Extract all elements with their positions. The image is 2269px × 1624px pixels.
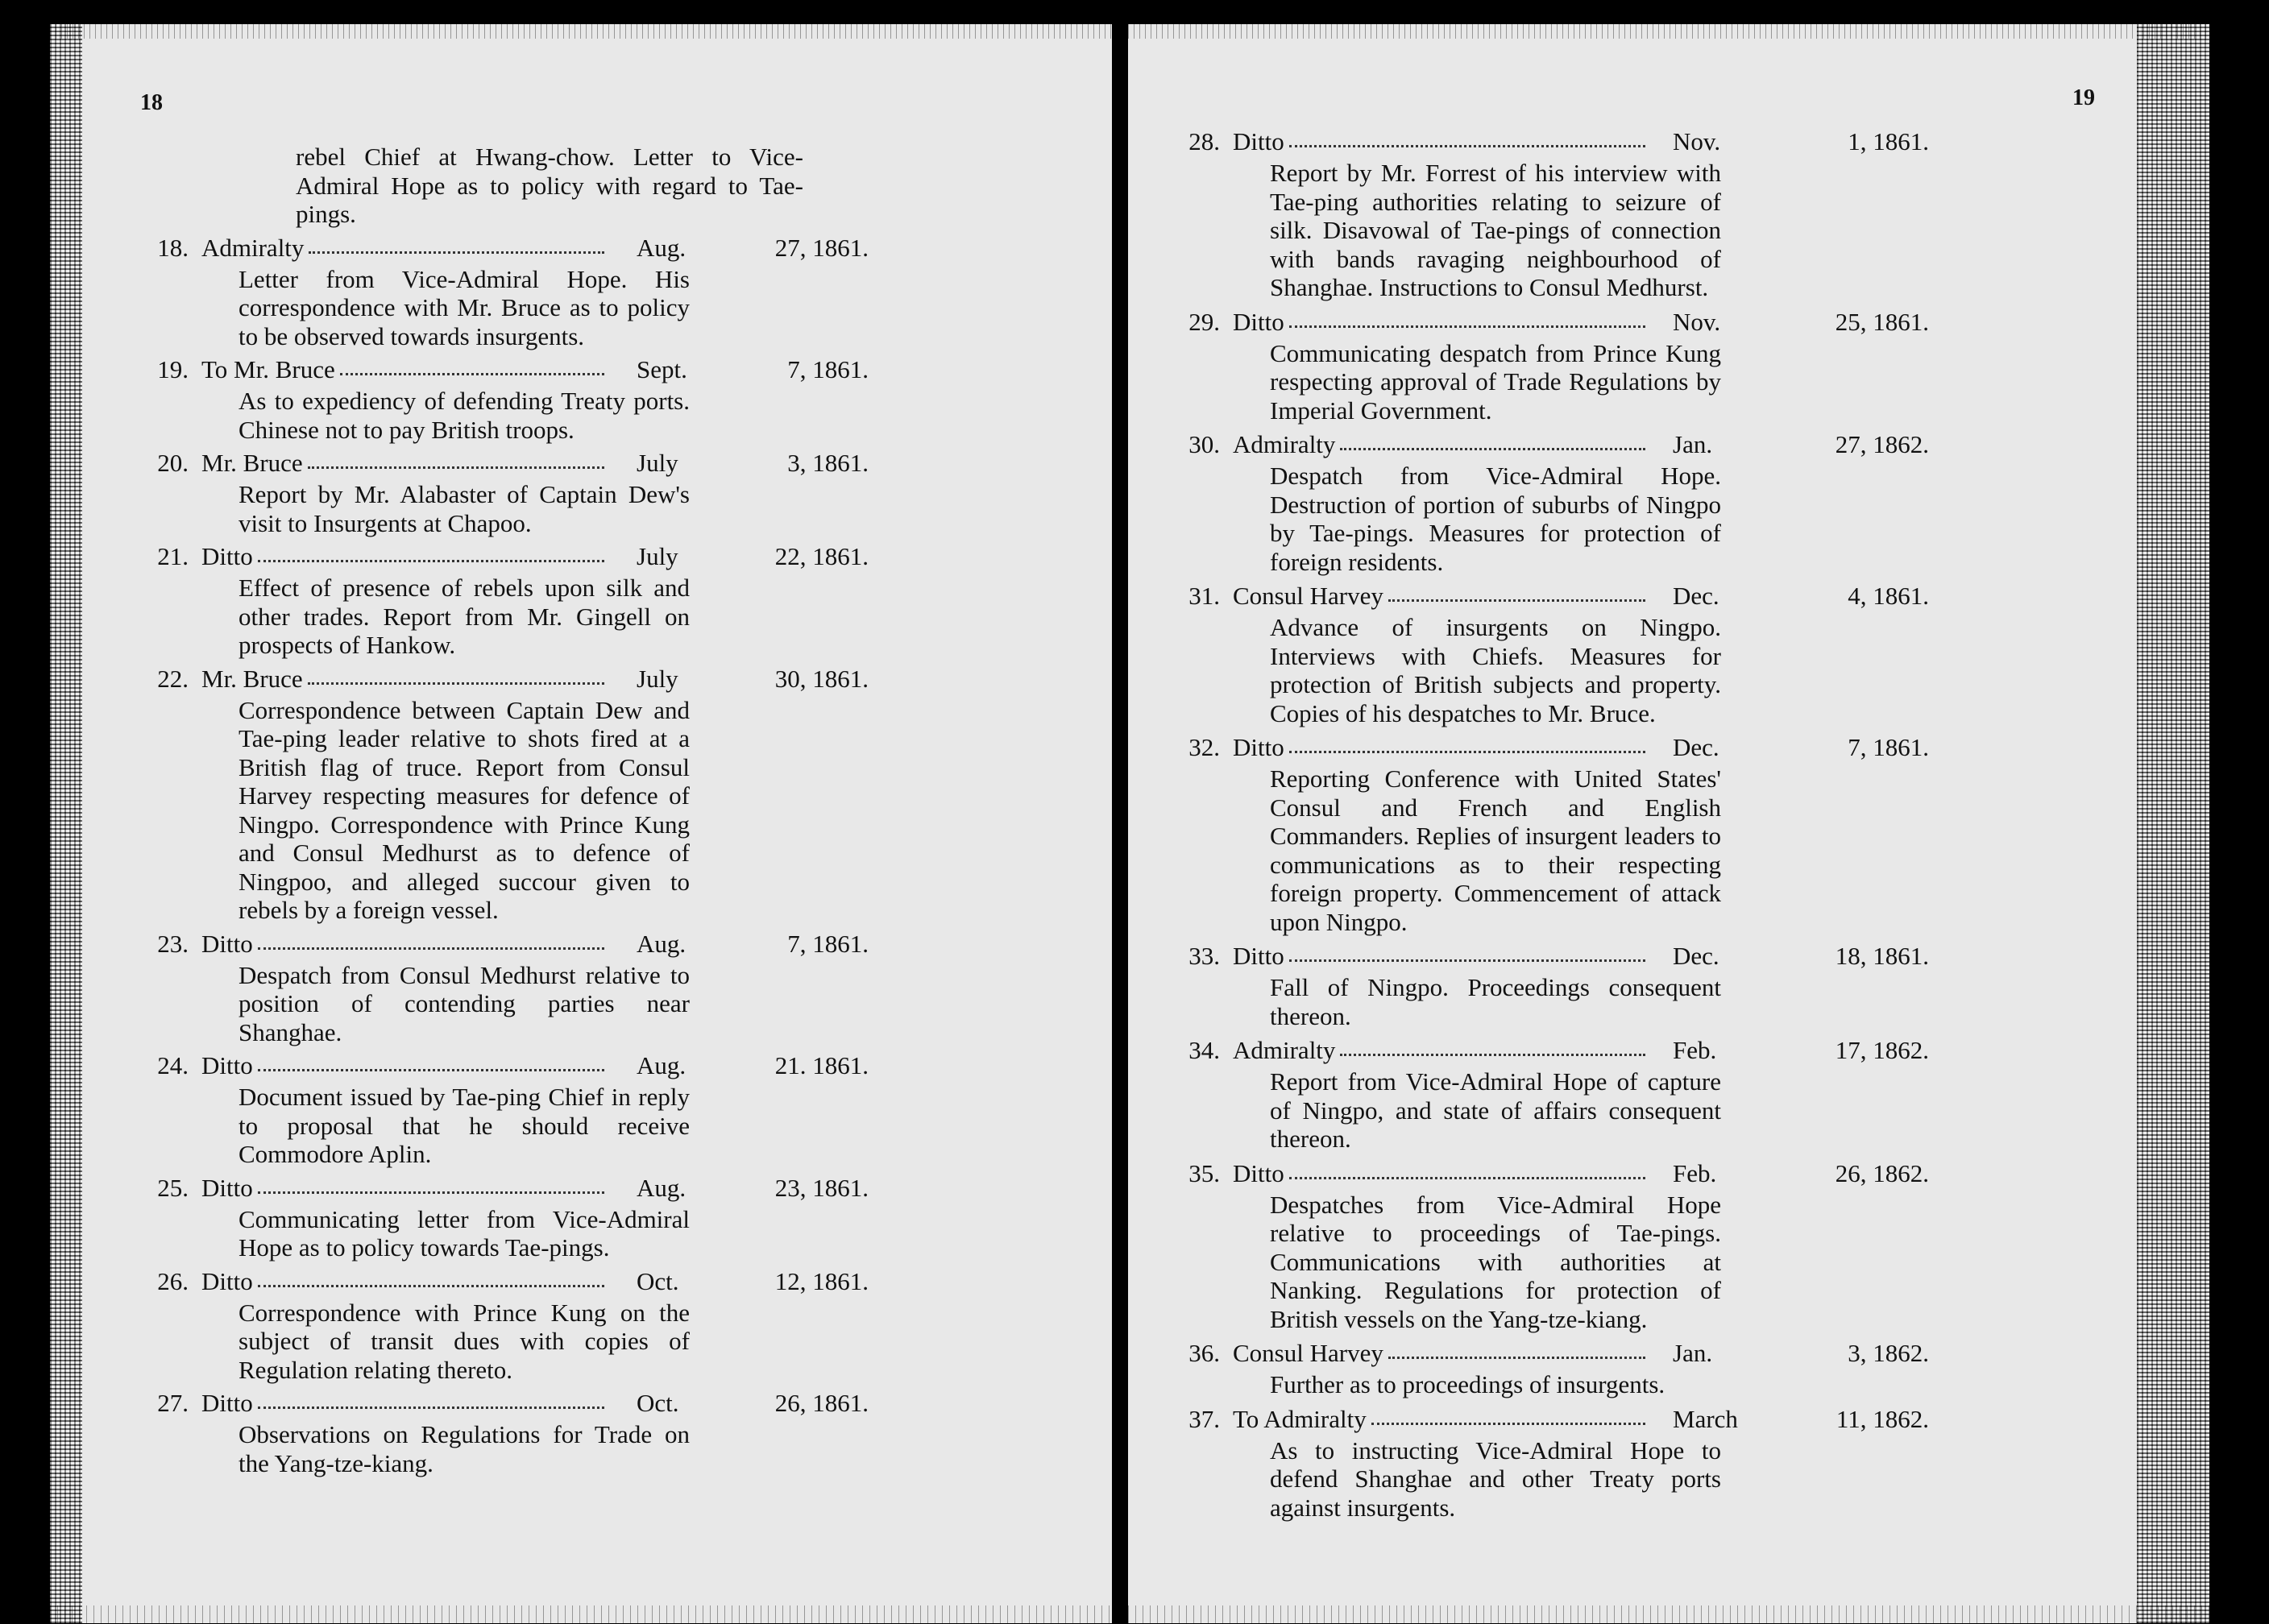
- entry-date: 21. 1861.: [774, 1051, 869, 1079]
- entry-number: 26.: [157, 1266, 189, 1295]
- left-entry-list: [143, 142, 1086, 1482]
- entry-date: 18, 1861.: [1835, 942, 1929, 970]
- entry-correspondent: [201, 1174, 604, 1203]
- entry-correspondent: [201, 665, 604, 694]
- entry-date: 7, 1861.: [1848, 733, 1929, 761]
- entry-date: 17, 1862.: [1835, 1036, 1929, 1064]
- dot-leader: [258, 1267, 604, 1287]
- dot-leader: [258, 1174, 604, 1194]
- entry-date: 30, 1861.: [774, 664, 869, 693]
- entry-correspondent: [201, 542, 604, 571]
- entry-date: 1, 1861.: [1848, 127, 1929, 155]
- entry-correspondent: [201, 449, 604, 478]
- dot-leader: [1340, 430, 1645, 450]
- entry-number: 29.: [1188, 307, 1220, 336]
- entry: [143, 542, 1086, 660]
- entry-number: 22.: [157, 664, 189, 693]
- dot-leader: [1371, 1405, 1645, 1425]
- dot-leader: [258, 542, 604, 562]
- dot-leader: [1340, 1036, 1645, 1056]
- correspondent-name: To Admiralty: [1233, 1404, 1367, 1433]
- entry-month: Jan.: [1673, 430, 1713, 458]
- entry-correspondent: [1233, 127, 1645, 156]
- entry-number: 24.: [157, 1051, 189, 1079]
- entry-month: Nov.: [1673, 307, 1721, 336]
- entry-number: 36.: [1188, 1339, 1220, 1367]
- entry-month: Jan.: [1673, 1339, 1713, 1367]
- entry-number: 23.: [157, 929, 189, 958]
- entry-header: [143, 1389, 1086, 1419]
- entry-header: [143, 930, 1086, 960]
- entry-date: 11, 1862.: [1836, 1404, 1929, 1433]
- entry-description: Correspondence with Prince Kung on the subject of transit dues with copies of Regulation relating thereto.: [239, 1298, 690, 1384]
- correspondent-name: Ditto: [201, 1173, 253, 1202]
- scan-edge-bottom: [50, 1605, 1112, 1623]
- dot-leader: [308, 665, 604, 685]
- entry: [143, 1389, 1086, 1477]
- entry-description: Letter from Vice-Admiral Hope. His correspondence with Mr. Bruce as to policy to be observed towards insurgents.: [239, 264, 690, 350]
- scan-edge: [2137, 24, 2209, 1623]
- correspondent-name: Mr. Bruce: [201, 664, 303, 693]
- entry-number: 32.: [1188, 733, 1220, 761]
- entry: [1175, 127, 2126, 302]
- dot-leader: [309, 234, 604, 254]
- entry-description: Despatches from Vice-Admiral Hope relative to proceedings of Tae-pings. Communications with authorities at Nanking. Regulations for protection of British vessels on the Yang-tze-kiang.: [1270, 1190, 1721, 1333]
- entry-description: Communicating letter from Vice-Admiral Hope as to policy towards Tae-pings.: [239, 1204, 690, 1262]
- entry-correspondent: [1233, 1036, 1645, 1065]
- entry-header: [1175, 582, 2126, 612]
- correspondent-name: Mr. Bruce: [201, 449, 303, 477]
- entry-header: [143, 665, 1086, 695]
- entry-description: Report from Vice-Admiral Hope of capture of Ningpo, and state of affairs consequent thereon.: [1270, 1067, 1721, 1153]
- entry-correspondent: [201, 234, 604, 263]
- entry-header: [143, 449, 1086, 479]
- entry-correspondent: [201, 1051, 604, 1080]
- correspondent-name: Ditto: [1233, 307, 1284, 336]
- entry: [1175, 1036, 2126, 1154]
- entry: [1175, 1339, 2126, 1399]
- entry-header: [143, 355, 1086, 386]
- continued-entry: [143, 143, 1086, 229]
- entry-description: Report by Mr. Forrest of his interview with Tae-ping authorities relating to seizure of silk. Disavowal of Tae-pings of connection with bands ravaging neighbourhood of Shanghae. Instructions to Consul Medhurst.: [1270, 159, 1721, 301]
- entry: [143, 234, 1086, 351]
- entry: [143, 355, 1086, 444]
- entry-month: Dec.: [1673, 733, 1719, 761]
- entry-header: [1175, 1339, 2126, 1369]
- entry: [143, 1051, 1086, 1169]
- entry-number: 35.: [1188, 1158, 1220, 1187]
- entry-header: [1175, 430, 2126, 461]
- entry-number: 30.: [1188, 430, 1220, 458]
- entry-description: Observations on Regulations for Trade on the Yang-tze-kiang.: [239, 1420, 690, 1477]
- entry-month: Feb.: [1673, 1158, 1717, 1187]
- correspondent-name: Ditto: [201, 929, 253, 958]
- entry-correspondent: [1233, 942, 1645, 971]
- entry-header: [143, 1051, 1086, 1082]
- entry-description: Further as to proceedings of insurgents.: [1270, 1370, 1665, 1398]
- entry-description: Advance of insurgents on Ningpo. Interviews with Chiefs. Measures for protection of British subjects and property. Copies of his despatches to Mr. Bruce.: [1270, 613, 1721, 727]
- entry-header: [143, 234, 1086, 264]
- entry-description: Fall of Ningpo. Proceedings consequent thereon.: [1270, 973, 1721, 1030]
- entry-month: Nov.: [1673, 127, 1721, 155]
- entry-date: 7, 1861.: [787, 355, 869, 383]
- entry-header: [143, 1174, 1086, 1204]
- entry-correspondent: [1233, 582, 1645, 611]
- entry-month: Aug.: [637, 929, 687, 958]
- correspondent-name: Admiralty: [201, 233, 305, 262]
- entry-number: 19.: [157, 355, 189, 383]
- entry-description: Despatch from Vice-Admiral Hope. Destruction of portion of suburbs of Ningpo by Tae-pings. Measures for protection of foreign residents.: [1270, 462, 1721, 576]
- correspondent-name: To Mr. Bruce: [201, 355, 335, 383]
- entry-number: 25.: [157, 1173, 189, 1202]
- entry-date: 12, 1861.: [774, 1266, 869, 1295]
- entry-number: 21.: [157, 542, 189, 570]
- correspondent-name: Ditto: [201, 542, 253, 570]
- entry-correspondent: [1233, 1159, 1645, 1188]
- correspondent-name: Ditto: [201, 1051, 253, 1079]
- entry-date: 25, 1861.: [1835, 307, 1929, 336]
- entry-description: Report by Mr. Alabaster of Captain Dew's visit to Insurgents at Chapoo.: [239, 480, 690, 537]
- entry-date: 23, 1861.: [774, 1173, 869, 1202]
- entry-month: July: [637, 449, 678, 477]
- entry-correspondent: [1233, 733, 1645, 762]
- entry-header: [1175, 127, 2126, 158]
- correspondent-name: Ditto: [1233, 942, 1284, 970]
- entry-description: Reporting Conference with United States' Consul and French and English Commanders. Replies of insurgent leaders to communications as to their respecting foreign property. Commencement of attack upon Ningpo.: [1270, 764, 1721, 936]
- entry: [143, 665, 1086, 925]
- page-number: 19: [2072, 85, 2095, 110]
- entry-month: Oct.: [637, 1266, 679, 1295]
- dot-leader: [1289, 1159, 1645, 1179]
- entry-date: 27, 1861.: [774, 233, 869, 262]
- page-number: 18: [140, 90, 163, 115]
- dot-leader: [258, 1051, 604, 1071]
- entry: [1175, 1159, 2126, 1334]
- entry: [1175, 942, 2126, 1030]
- entry-correspondent: [201, 1389, 604, 1418]
- entry-date: 3, 1861.: [787, 449, 869, 477]
- entry-description: rebel Chief at Hwang-chow. Letter to Vice-Admiral Hope as to policy with regard to Tae-pings.: [296, 143, 803, 228]
- correspondent-name: Ditto: [1233, 733, 1284, 761]
- entry-date: 4, 1861.: [1848, 582, 1929, 610]
- entry-number: 28.: [1188, 127, 1220, 155]
- entry-month: July: [637, 664, 678, 693]
- dot-leader: [1388, 1339, 1645, 1359]
- dot-leader: [1388, 582, 1645, 602]
- correspondent-name: Consul Harvey: [1233, 582, 1383, 610]
- entry-header: [1175, 1036, 2126, 1067]
- entry-date: 22, 1861.: [774, 542, 869, 570]
- dot-leader: [1289, 308, 1645, 328]
- entry-header: [1175, 733, 2126, 764]
- entry: [1175, 1405, 2126, 1522]
- scan-edge-top: [1128, 24, 2209, 39]
- entry-header: [1175, 308, 2126, 338]
- dot-leader: [1289, 127, 1645, 147]
- entry-description: Despatch from Consul Medhurst relative to position of contending parties near Shanghae.: [239, 960, 690, 1046]
- entry-description: As to instructing Vice-Admiral Hope to defend Shanghae and other Treaty ports against insurgents.: [1270, 1436, 1721, 1522]
- entry-header: [143, 542, 1086, 573]
- scan-edge: [50, 24, 82, 1623]
- entry-month: Aug.: [637, 1051, 687, 1079]
- correspondent-name: Admiralty: [1233, 430, 1336, 458]
- correspondent-name: Ditto: [201, 1389, 253, 1417]
- entry-date: 27, 1862.: [1835, 430, 1929, 458]
- entry-description: As to expediency of defending Treaty ports. Chinese not to pay British troops.: [239, 387, 690, 444]
- entry-number: 31.: [1188, 582, 1220, 610]
- scan-edge-top: [50, 24, 1112, 39]
- entry-description: Communicating despatch from Prince Kung respecting approval of Trade Regulations by Imperial Government.: [1270, 338, 1721, 425]
- entry: [1175, 733, 2126, 936]
- entry-month: Oct.: [637, 1389, 679, 1417]
- entry-header: [1175, 1405, 2126, 1436]
- entry-number: 37.: [1188, 1404, 1220, 1433]
- scan-edge-bottom: [1128, 1605, 2209, 1623]
- entry-correspondent: [201, 1267, 604, 1296]
- entry-header: [1175, 942, 2126, 972]
- entry-date: 3, 1862.: [1848, 1339, 1929, 1367]
- dot-leader: [1289, 733, 1645, 753]
- entry-description: Document issued by Tae-ping Chief in reply to proposal that he should receive Commodore Aplin.: [239, 1083, 690, 1168]
- dot-leader: [1289, 942, 1645, 962]
- entry-month: Feb.: [1673, 1036, 1717, 1064]
- entry-number: 34.: [1188, 1036, 1220, 1064]
- dot-leader: [308, 449, 604, 469]
- entry-month: Aug.: [637, 1173, 687, 1202]
- correspondent-name: Admiralty: [1233, 1036, 1336, 1064]
- right-entry-list: [1175, 127, 2126, 1527]
- dot-leader: [258, 1389, 604, 1409]
- correspondent-name: Consul Harvey: [1233, 1339, 1383, 1367]
- entry-month: July: [637, 542, 678, 570]
- entry-month: Sept.: [637, 355, 687, 383]
- entry-correspondent: [201, 930, 604, 959]
- entry: [1175, 308, 2126, 425]
- entry: [143, 930, 1086, 1047]
- entry-correspondent: [1233, 1405, 1645, 1434]
- entry: [1175, 582, 2126, 727]
- correspondent-name: Ditto: [201, 1266, 253, 1295]
- correspondent-name: Ditto: [1233, 127, 1284, 155]
- entry-correspondent: [1233, 1339, 1645, 1368]
- dot-leader: [340, 355, 604, 375]
- entry-date: 26, 1862.: [1835, 1158, 1929, 1187]
- entry-correspondent: [1233, 430, 1645, 459]
- entry-header: [1175, 1159, 2126, 1190]
- entry: [1175, 430, 2126, 576]
- entry-date: 7, 1861.: [787, 929, 869, 958]
- correspondent-name: Ditto: [1233, 1158, 1284, 1187]
- entry: [143, 449, 1086, 537]
- entry-month: Aug.: [637, 233, 687, 262]
- entry-correspondent: [1233, 308, 1645, 337]
- entry-number: 27.: [157, 1389, 189, 1417]
- entry-date: 26, 1861.: [774, 1389, 869, 1417]
- entry-number: 18.: [157, 233, 189, 262]
- entry-number: 20.: [157, 449, 189, 477]
- entry-month: March: [1673, 1404, 1738, 1433]
- entry: [143, 1174, 1086, 1262]
- entry: [143, 1267, 1086, 1385]
- dot-leader: [258, 930, 604, 950]
- entry-number: 33.: [1188, 942, 1220, 970]
- entry-description: Effect of presence of rebels upon silk and other trades. Report from Mr. Gingell on prospects of Hankow.: [239, 574, 690, 659]
- entry-header: [143, 1267, 1086, 1298]
- entry-month: Dec.: [1673, 942, 1719, 970]
- entry-month: Dec.: [1673, 582, 1719, 610]
- entry-description: Correspondence between Captain Dew and Tae-ping leader relative to shots fired at a British flag of truce. Report from Consul Harvey respecting measures for defence of Ningpo. Correspondence with Prince Kung and Consul Medhurst as to defence of Ningpoo, and alleged succour given to rebels by a foreign vessel.: [239, 695, 690, 924]
- entry-correspondent: [201, 355, 604, 384]
